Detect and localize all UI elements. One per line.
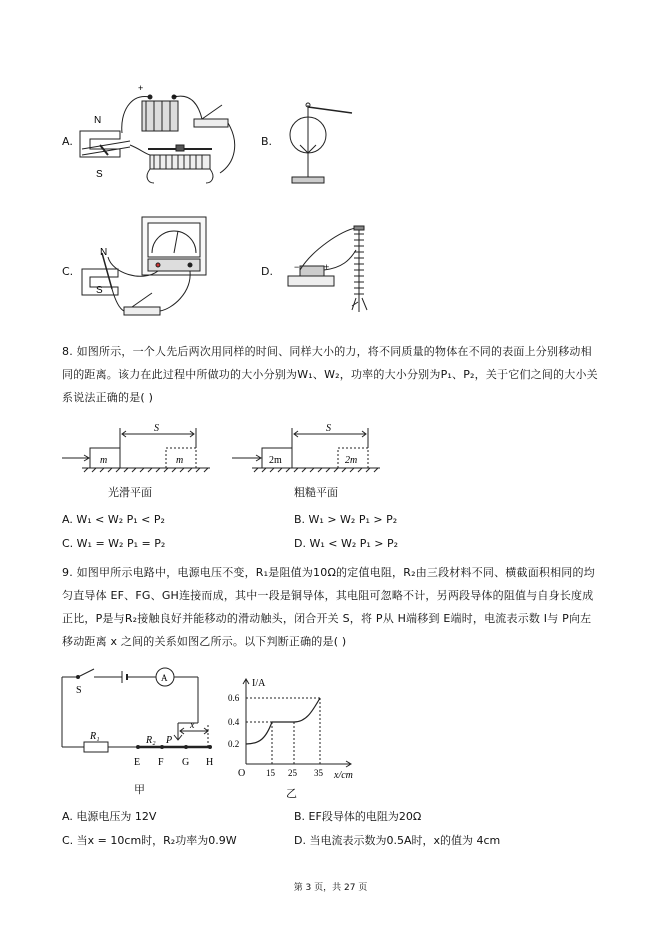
q9-p-label: P (166, 735, 173, 746)
q7a-minus-label: − (172, 91, 178, 101)
q9-graph-origin: O (238, 768, 246, 779)
q8-figure-rough (232, 420, 382, 480)
q7-figure-b (280, 95, 360, 190)
q9-ammeter-label: A (161, 673, 168, 683)
q9-stem: 9. 如图甲所示电路中，电源电压不变，R₁是阻值为10Ω的定值电阻，R₂由三段材料不同、横截面积相同的均匀直导体 EF、FG、GH连接而成，其中一段是铜导体，其电阻可忽略不计，另两段导体的阻值与自身长度成正比，P是与R₂接触良好并能移动的滑动触头，闭合开关 S，将 P从 H端移到 E端时，电流表示数 I与 P向左移动距离 x 之间的关系如图乙所示。以下判断正确的是( ) (62, 566, 595, 648)
q9-graph-xtick: 25 (288, 768, 297, 778)
q7-option-a-label: A. (62, 135, 73, 148)
q9-answer-b[interactable]: B. EF段导体的电阻为20Ω (294, 810, 422, 823)
q9-x-label: x (190, 720, 195, 731)
q7c-s-label: S (96, 285, 103, 296)
q8-left-mass: m (100, 455, 108, 466)
q9-graph-ytick: 0.6 (228, 693, 240, 703)
q8-left-caption: 光滑平面 (108, 486, 152, 499)
q9-r2-label: R₂ (146, 735, 156, 746)
q8-answer-d[interactable]: D. W₁ < W₂ P₁ > P₂ (294, 537, 399, 550)
q7-option-c-label: C. (62, 265, 74, 278)
q9-answer-c[interactable]: C. 当x = 10cm时，R₂功率为0.9W (62, 834, 237, 847)
q7-figure-d (282, 220, 392, 320)
q7-figure-a (70, 83, 250, 193)
q9-graph-ytick: 0.4 (228, 717, 240, 727)
q9-answer-d[interactable]: D. 当电流表示数为0.5A时，x的值为 4cm (294, 834, 501, 847)
q8-stem: 8. 如图所示，一个人先后两次用同样的时间、同样大小的力，将不同质量的物体在不同的表面上分别移动相同的距离。该力在此过程中所做功的大小分别为W₁、W₂，功率的大小分别为P₁、P₂，关于它们之间的大小关系说法正确的是( ) (62, 345, 598, 404)
q7a-n-label: N (94, 115, 102, 126)
q7-figure-c (72, 213, 232, 328)
q8-answer-b[interactable]: B. W₁ > W₂ P₁ > P₂ (294, 513, 398, 526)
q7c-n-label: N (100, 247, 108, 258)
q9-r1-label: R₁ (90, 731, 100, 742)
q8-figure-smooth (62, 420, 212, 480)
q7d-minus-label: − (294, 262, 300, 272)
q8-right-mass: 2m (269, 455, 282, 466)
q7a-s-label: S (96, 169, 103, 180)
q7-option-d-label: D. (261, 265, 273, 278)
q9-circuit-diagram (60, 665, 220, 775)
q9-g-label: G (182, 757, 190, 768)
q9-graph-ylabel: I/A (252, 678, 266, 689)
q9-graph-xlabel: x/cm (334, 770, 353, 781)
q7d-plus-label: + (324, 262, 330, 272)
q9-current-graph (228, 672, 372, 782)
q9-circuit-caption: 甲 (134, 783, 145, 796)
q9-graph-xtick: 15 (266, 768, 275, 778)
q9-f-label: F (158, 757, 164, 768)
q7-option-b-label: B. (261, 135, 273, 148)
q7a-plus-label: + (138, 83, 144, 93)
q9-switch-label: S (76, 685, 82, 696)
q9-graph-caption: 乙 (286, 787, 297, 800)
q8-left-mass-dashed: m (176, 455, 184, 466)
q9-graph-ytick: 0.2 (228, 739, 240, 749)
q8-answer-c[interactable]: C. W₁ = W₂ P₁ = P₂ (62, 537, 166, 550)
q9-h-label: H (206, 757, 214, 768)
q8-right-mass-dashed: 2m (345, 455, 358, 466)
q9-answer-a[interactable]: A. 电源电压为 12V (62, 810, 157, 823)
page-footer: 第 3 页，共 27 页 (293, 883, 368, 893)
q8-right-caption: 粗糙平面 (294, 486, 338, 499)
q8-right-s-label: S (326, 423, 331, 434)
q8-answer-a[interactable]: A. W₁ < W₂ P₁ < P₂ (62, 513, 165, 526)
q9-graph-xtick: 35 (314, 768, 323, 778)
q8-left-s-label: S (154, 423, 159, 434)
q9-e-label: E (134, 757, 141, 768)
